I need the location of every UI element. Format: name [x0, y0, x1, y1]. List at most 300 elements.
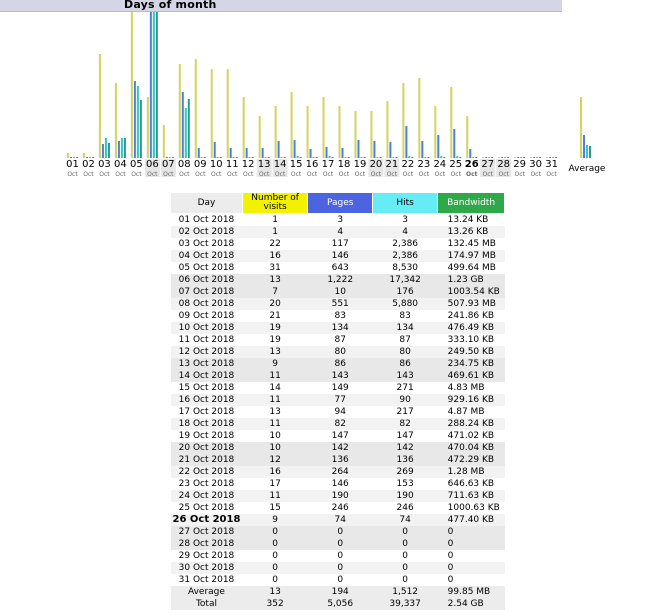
table-row: [171, 370, 505, 382]
pages-bar: [517, 157, 519, 158]
bandwidth-cell: 711.63 KB: [438, 490, 505, 502]
visits-bar: [402, 83, 404, 158]
hits-cell: 74: [373, 514, 438, 526]
visits-bar: [179, 64, 181, 158]
visits-cell: 11: [242, 418, 307, 430]
day-cell: 06 Oct 2018: [171, 274, 243, 286]
pages-bar: [134, 81, 136, 158]
bandwidth-bar: [332, 157, 334, 158]
pages-cell: 0: [337, 575, 344, 585]
bandwidth-cell: 241.86 KB: [447, 311, 495, 321]
month-label: Oct: [418, 171, 430, 178]
month-label: Oct: [514, 171, 525, 178]
hits-cell: 153: [396, 479, 414, 489]
table-header-row: [171, 193, 505, 214]
hits-bar: [153, 12, 155, 158]
visits-bar: [450, 87, 452, 158]
hits-bar: [456, 156, 458, 158]
pages-cell: 194: [308, 586, 373, 598]
table-row: [171, 550, 505, 562]
pages-bar: [182, 92, 184, 158]
bandwidth-cell: 1000.63 KB: [447, 503, 500, 513]
visits-bar: [546, 157, 548, 158]
pages-cell: 83: [334, 311, 346, 321]
visits-cell: 21: [269, 311, 281, 321]
month-label: Oct: [498, 171, 509, 178]
visits-bar: [514, 157, 516, 158]
bandwidth-bar: [268, 157, 270, 158]
bandwidth-cell: 333.10 KB: [447, 335, 495, 345]
bandwidth-bar: [300, 157, 302, 158]
hits-cell: 80: [373, 346, 438, 358]
bandwidth-bar: [443, 157, 445, 158]
bandwidth-cell: 1.23 GB: [438, 274, 505, 286]
day-label: 02: [82, 159, 95, 170]
hits-bar: [329, 156, 331, 158]
pages-bar: [421, 141, 423, 158]
table-row: [171, 358, 505, 370]
day-cell: 18 Oct 2018: [171, 418, 243, 430]
table-row: [171, 562, 505, 574]
table-row: [171, 430, 505, 442]
average-row: [171, 586, 505, 598]
pages-cell: 0: [337, 551, 344, 561]
table-row: [171, 310, 505, 322]
day-label: 14: [273, 159, 287, 170]
day-cell: 23 Oct 2018: [178, 479, 235, 489]
bandwidth-bar: [539, 157, 541, 158]
visits-cell: 31: [269, 263, 281, 273]
bandwidth-cell: 499.64 MB: [447, 263, 496, 273]
table-row: [171, 334, 505, 346]
pages-bar: [437, 135, 439, 158]
visits-bar: [370, 111, 372, 158]
hits-cell: 2,386: [392, 239, 419, 249]
table-row: [171, 514, 505, 526]
bandwidth-bar: [108, 143, 110, 158]
hits-cell: 136: [373, 454, 438, 466]
visits-bar: [275, 106, 277, 158]
hits-bar: [376, 157, 378, 158]
hits-cell: 8,530: [392, 263, 419, 273]
month-label: Oct: [434, 171, 445, 178]
bandwidth-bar: [124, 138, 126, 158]
hits-cell: 142: [373, 442, 438, 454]
hits-cell: 0: [373, 562, 438, 574]
pages-bar: [278, 141, 280, 158]
visits-bar: [115, 83, 117, 158]
pages-bar: [198, 148, 200, 158]
day-cell: 16 Oct 2018: [171, 394, 243, 406]
pages-bar: [70, 157, 72, 158]
hits-cell: 39,337: [373, 598, 438, 610]
day-label: 16: [305, 159, 319, 170]
day-label: 23: [417, 159, 431, 170]
day-label: 13: [257, 159, 271, 170]
bandwidth-bar: [92, 157, 94, 158]
month-label: Oct: [402, 171, 414, 178]
hits-bar: [249, 157, 251, 158]
visits-cell: 19: [269, 335, 281, 345]
visits-cell: 10: [242, 442, 307, 454]
pages-bar: [357, 140, 359, 158]
hits-cell: 90: [373, 394, 438, 406]
header-day: Day: [171, 193, 243, 214]
bandwidth-cell: 99.85 MB: [438, 586, 505, 598]
visits-cell: 16: [242, 466, 307, 478]
bandwidth-bar: [347, 157, 349, 158]
table-row: [171, 418, 505, 430]
hits-bar: [185, 108, 187, 158]
day-label: 24: [433, 159, 447, 170]
bandwidth-cell: 507.93 MB: [438, 298, 505, 310]
month-label: Oct: [227, 171, 238, 178]
table-row: [171, 322, 505, 334]
day-cell: 03 Oct 2018: [178, 239, 235, 249]
hits-cell: 143: [373, 370, 438, 382]
day-cell: 28 Oct 2018: [171, 538, 243, 550]
month-label: Oct: [354, 171, 366, 178]
pages-cell: 94: [334, 407, 346, 417]
visits-cell: 17: [269, 479, 281, 489]
visits-cell: 11: [242, 394, 307, 406]
pages-bar: [501, 157, 503, 158]
day-cell: 14 Oct 2018: [171, 370, 243, 382]
month-label: Oct: [99, 171, 110, 178]
visits-cell: 9: [242, 358, 307, 370]
hits-bar: [472, 157, 474, 158]
header-hits: Hits: [373, 193, 438, 214]
hits-bar: [360, 157, 362, 158]
pages-cell: 136: [308, 454, 373, 466]
bandwidth-cell: 470.04 KB: [438, 442, 505, 454]
pages-bar: [262, 148, 264, 158]
visits-bar: [307, 106, 309, 158]
day-cell: 22 Oct 2018: [171, 466, 243, 478]
bandwidth-cell: 13.26 KB: [438, 226, 505, 238]
hits-bar: [536, 157, 538, 158]
month-label: Oct: [530, 171, 541, 178]
pages-cell: 117: [331, 239, 349, 249]
day-cell: 07 Oct 2018: [171, 286, 243, 298]
bandwidth-cell: 0: [447, 575, 454, 585]
visits-cell: 10: [269, 431, 281, 441]
pages-cell: 143: [308, 370, 373, 382]
pages-bar: [246, 148, 248, 158]
month-label: Oct: [386, 171, 398, 178]
section-title: Days of month: [124, 0, 217, 11]
bandwidth-bar: [427, 157, 429, 158]
visits-bar: [530, 157, 532, 158]
day-label: 21: [385, 159, 399, 170]
day-cell: 19 Oct 2018: [178, 431, 235, 441]
month-label: Oct: [465, 171, 478, 178]
month-label: Oct: [322, 171, 334, 178]
bandwidth-cell: 469.61 KB: [438, 370, 505, 382]
table-row: [171, 274, 505, 286]
pages-bar: [389, 142, 391, 158]
hits-bar: [265, 157, 267, 158]
pages-cell: 643: [331, 263, 349, 273]
bandwidth-cell: 13.24 KB: [447, 215, 489, 225]
bandwidth-cell: 0: [447, 551, 454, 561]
average-bandwidth-bar: [589, 146, 591, 158]
table-row: [171, 214, 505, 227]
hits-bar: [392, 157, 394, 158]
table-row: [171, 490, 505, 502]
hits-cell: 0: [402, 551, 408, 561]
table-row: [171, 346, 505, 358]
bandwidth-cell: 4.83 MB: [447, 383, 485, 393]
pages-cell: 74: [308, 514, 373, 526]
visits-cell: 1: [242, 226, 307, 238]
month-label: Oct: [211, 171, 222, 178]
visits-bar: [243, 97, 245, 158]
visits-cell: 0: [272, 575, 278, 585]
month-label: Oct: [258, 171, 270, 178]
day-cell: 29 Oct 2018: [178, 551, 235, 561]
bandwidth-cell: 4.87 MB: [447, 407, 485, 417]
table-row: [171, 454, 505, 466]
hits-cell: 271: [396, 383, 414, 393]
bandwidth-cell: 2.54 GB: [438, 598, 505, 610]
visits-cell: 0: [242, 538, 307, 550]
table-row: [171, 478, 505, 490]
day-cell: 08 Oct 2018: [171, 298, 243, 310]
visits-bar: [386, 101, 388, 158]
pages-bar: [102, 144, 104, 158]
day-label: 12: [241, 159, 255, 170]
total-row: [171, 598, 505, 610]
bandwidth-bar: [555, 157, 557, 158]
month-label: Oct: [67, 171, 78, 178]
hits-bar: [552, 157, 554, 158]
average-hits-bar: [586, 145, 588, 158]
visits-bar: [354, 111, 356, 158]
day-cell: 02 Oct 2018: [171, 226, 243, 238]
day-cell: 04 Oct 2018: [171, 250, 243, 262]
bandwidth-bar: [188, 99, 190, 158]
month-label: Oct: [306, 171, 318, 178]
bandwidth-bar: [363, 157, 365, 158]
bandwidth-cell: 646.63 KB: [447, 479, 495, 489]
table-row: [171, 442, 505, 454]
day-label: 11: [225, 159, 239, 170]
day-cell: 27 Oct 2018: [171, 526, 243, 538]
pages-cell: 0: [308, 538, 373, 550]
visits-cell: 13: [269, 407, 281, 417]
bandwidth-cell: 288.24 KB: [438, 418, 505, 430]
hits-bar: [217, 157, 219, 158]
visits-cell: 19: [242, 322, 307, 334]
bandwidth-bar: [507, 157, 509, 158]
hits-cell: 0: [402, 575, 408, 585]
day-label: 07: [161, 159, 175, 170]
visits-cell: 9: [242, 514, 307, 526]
visits-bar: [466, 116, 468, 158]
hits-cell: 87: [399, 335, 411, 345]
hits-cell: 1,512: [373, 586, 438, 598]
pages-cell: 246: [331, 503, 349, 513]
day-cell: 17 Oct 2018: [178, 407, 235, 417]
header-bandwidth: Bandwidth: [438, 193, 505, 214]
pages-bar: [485, 157, 487, 158]
hits-bar: [89, 157, 91, 158]
visits-cell: 11: [242, 370, 307, 382]
pages-bar: [469, 149, 471, 158]
hits-bar: [424, 157, 426, 158]
pages-bar: [341, 148, 343, 158]
day-label: 28: [497, 159, 511, 170]
hits-bar: [169, 157, 171, 158]
day-label: 05: [130, 159, 143, 170]
bandwidth-cell: 472.29 KB: [438, 454, 505, 466]
pages-cell: 142: [308, 442, 373, 454]
pages-cell: 80: [308, 346, 373, 358]
bandwidth-bar: [156, 12, 158, 158]
pages-cell: 5,056: [308, 598, 373, 610]
visits-bar: [338, 106, 340, 158]
hits-cell: 82: [373, 418, 438, 430]
pages-bar: [150, 12, 152, 158]
days-of-month-chart: [0, 0, 667, 185]
table-row: [171, 262, 505, 274]
pages-cell: 0: [308, 526, 373, 538]
pages-cell: 3: [337, 215, 344, 225]
visits-cell: 0: [242, 562, 307, 574]
pages-cell: 0: [308, 562, 373, 574]
day-label: 27: [481, 159, 495, 170]
table-row: [171, 406, 505, 418]
pages-bar: [310, 149, 312, 158]
hits-bar: [281, 157, 283, 158]
visits-bar: [147, 97, 149, 158]
table-row: [171, 394, 505, 406]
hits-cell: 5,880: [373, 298, 438, 310]
table-row: [171, 250, 505, 262]
bandwidth-bar: [491, 157, 493, 158]
bandwidth-bar: [140, 100, 142, 158]
visits-bar: [163, 125, 165, 158]
bandwidth-cell: 1.28 MB: [438, 466, 505, 478]
day-label: 31: [545, 159, 558, 170]
visits-cell: 11: [242, 490, 307, 502]
hits-cell: 17,342: [373, 274, 438, 286]
pages-cell: 551: [308, 298, 373, 310]
visits-bar: [99, 54, 101, 158]
visits-bar: [83, 153, 85, 158]
table-row: [171, 298, 505, 310]
pages-cell: 86: [308, 358, 373, 370]
hits-cell: 176: [373, 286, 438, 298]
pages-bar: [230, 148, 232, 158]
pages-cell: 134: [308, 322, 373, 334]
day-cell: 24 Oct 2018: [171, 490, 243, 502]
pages-cell: 149: [331, 383, 349, 393]
day-label: 08: [177, 159, 191, 170]
day-cell: 11 Oct 2018: [178, 335, 235, 345]
day-cell: 31 Oct 2018: [178, 575, 235, 585]
bandwidth-bar: [204, 157, 206, 158]
bandwidth-bar: [252, 157, 254, 158]
pages-bar: [166, 157, 168, 158]
day-label: 03: [98, 159, 111, 170]
bandwidth-bar: [236, 157, 238, 158]
month-label: Oct: [290, 171, 302, 178]
day-label: 04: [114, 159, 127, 170]
day-label: 01: [66, 159, 79, 170]
hits-cell: 246: [396, 503, 414, 513]
visits-bar: [227, 69, 229, 158]
bandwidth-bar: [475, 157, 477, 158]
table-row: [171, 538, 505, 550]
hits-cell: 0: [373, 526, 438, 538]
day-cell: Total: [171, 598, 243, 610]
day-label: 15: [289, 159, 303, 170]
bandwidth-cell: 234.75 KB: [438, 358, 505, 370]
pages-cell: 10: [308, 286, 373, 298]
bandwidth-bar: [284, 157, 286, 158]
hits-bar: [488, 157, 490, 158]
month-label: Oct: [83, 171, 94, 178]
average-label: Average: [568, 164, 606, 174]
month-label: Oct: [131, 171, 142, 178]
day-label: 17: [321, 159, 335, 170]
day-cell: 12 Oct 2018: [171, 346, 243, 358]
table-row: [171, 526, 505, 538]
pages-bar: [533, 157, 535, 158]
day-cell: 20 Oct 2018: [171, 442, 243, 454]
visits-cell: 13: [242, 586, 307, 598]
day-label: 26: [464, 159, 479, 170]
hits-bar: [105, 138, 107, 158]
pages-cell: 1,222: [308, 274, 373, 286]
pages-cell: 264: [308, 466, 373, 478]
hits-bar: [73, 157, 75, 158]
month-label: Oct: [147, 171, 158, 178]
bandwidth-cell: 174.97 MB: [438, 250, 505, 262]
day-cell: 25 Oct 2018: [178, 503, 235, 513]
day-cell: 09 Oct 2018: [178, 311, 235, 321]
visits-bar: [259, 116, 261, 158]
bandwidth-bar: [411, 157, 413, 158]
visits-bar: [291, 92, 293, 158]
day-cell: 01 Oct 2018: [178, 215, 235, 225]
bandwidth-cell: 0: [438, 562, 505, 574]
visits-cell: 12: [242, 454, 307, 466]
hits-bar: [137, 86, 139, 158]
hits-bar: [201, 157, 203, 158]
hits-cell: 4: [373, 226, 438, 238]
visits-cell: 13: [242, 346, 307, 358]
visits-bar: [434, 106, 436, 158]
hits-bar: [520, 157, 522, 158]
pages-bar: [294, 140, 296, 158]
visits-cell: 16: [242, 250, 307, 262]
day-label: 10: [209, 159, 223, 170]
pages-cell: 87: [334, 335, 346, 345]
bandwidth-cell: 0: [438, 538, 505, 550]
day-label: 22: [401, 159, 415, 170]
hits-bar: [408, 156, 410, 158]
table-row: [171, 238, 505, 250]
day-cell: 30 Oct 2018: [171, 562, 243, 574]
bandwidth-cell: 471.02 KB: [447, 431, 495, 441]
visits-cell: 352: [242, 598, 307, 610]
pages-bar: [214, 142, 216, 158]
pages-bar: [373, 141, 375, 158]
table-row: [171, 574, 505, 586]
